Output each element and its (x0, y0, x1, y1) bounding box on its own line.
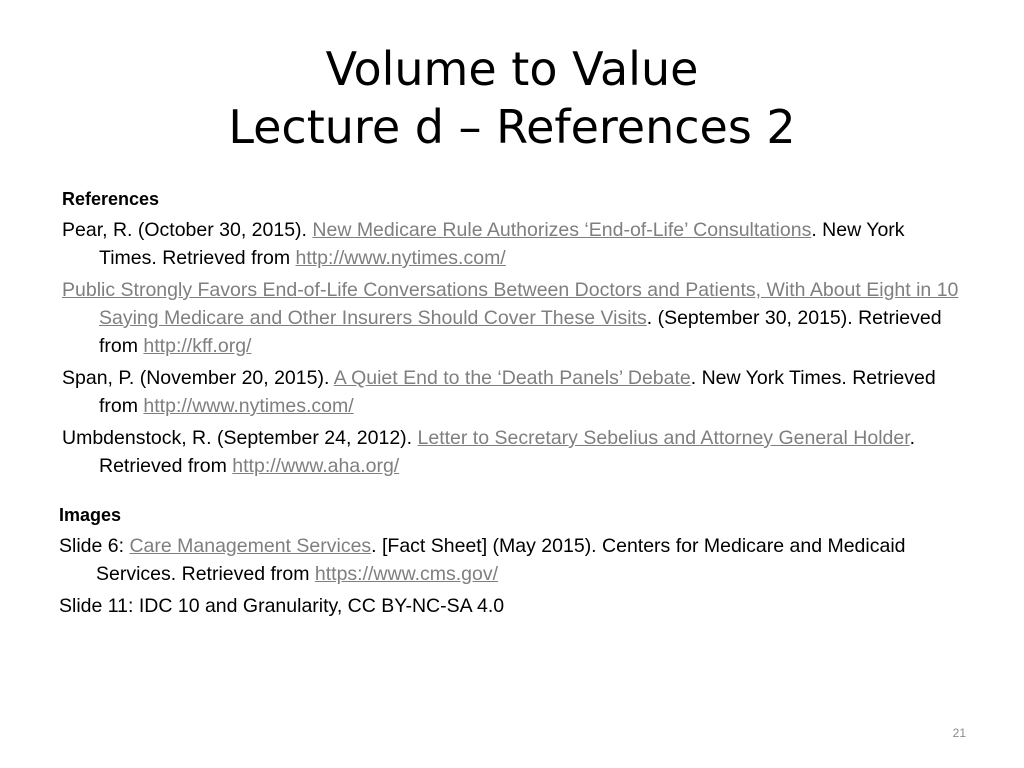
references-section (62, 186, 962, 484)
image-credit-url-link[interactable]: https://www.cms.gov/ (314, 563, 499, 585)
reference-url-link[interactable]: http://kff.org/ (143, 335, 252, 357)
image-credit-title-link[interactable]: Care Management Services (129, 535, 372, 557)
reference-url-link[interactable]: http://www.nytimes.com/ (295, 247, 506, 269)
images-heading: Images (59, 505, 122, 525)
image-credit-text: . [Fact Sheet] (May 2015). Centers for Medicare and Medicaid Services. Retrieved from (96, 535, 906, 585)
page-number: 21 (952, 726, 966, 740)
reference-text: . New York Times. Retrieved from (99, 367, 936, 417)
reference-title-link[interactable]: Public Strongly Favors End-of-Life Conversations Between Doctors and Patients, With About Eight in 10 Saying Medicare and Other Insurers Should Cover These Visits (62, 279, 959, 329)
reference-entry-kff (62, 276, 962, 360)
reference-text: . New York Times. Retrieved from (99, 219, 905, 269)
reference-title-link[interactable]: A Quiet End to the ‘Death Panels’ Debate (333, 367, 691, 389)
reference-entry-umbdenstock (62, 424, 962, 480)
image-credit-text: Slide 6: (59, 535, 130, 557)
reference-title-link[interactable]: New Medicare Rule Authorizes ‘End-of-Life’ Consultations (312, 219, 812, 241)
reference-text: Span, P. (November 20, 2015). (62, 367, 334, 389)
reference-entry-span (62, 364, 962, 420)
reference-entry-pear (62, 216, 962, 272)
reference-title-link[interactable]: Letter to Secretary Sebelius and Attorney General Holder (417, 427, 910, 449)
reference-url-link[interactable]: http://www.aha.org/ (232, 455, 400, 477)
images-section (59, 502, 969, 624)
image-credit-slide-6 (59, 532, 969, 588)
slide-title-line-1: Volume to Value (325, 42, 699, 96)
references-heading: References (62, 189, 160, 209)
reference-text: . Retrieved from (99, 427, 916, 477)
image-credit-slide-11: Slide 11: IDC 10 and Granularity, CC BY-NC-SA 4.0 (59, 595, 505, 617)
reference-text: . (September 30, 2015). Retrieved from (99, 307, 942, 357)
slide-title-line-2: Lecture d – References 2 (228, 100, 796, 154)
reference-text: Pear, R. (October 30, 2015). (62, 219, 313, 241)
slide-title (0, 40, 1024, 156)
reference-text: Umbdenstock, R. (September 24, 2012). (62, 427, 418, 449)
reference-url-link[interactable]: http://www.nytimes.com/ (143, 395, 354, 417)
